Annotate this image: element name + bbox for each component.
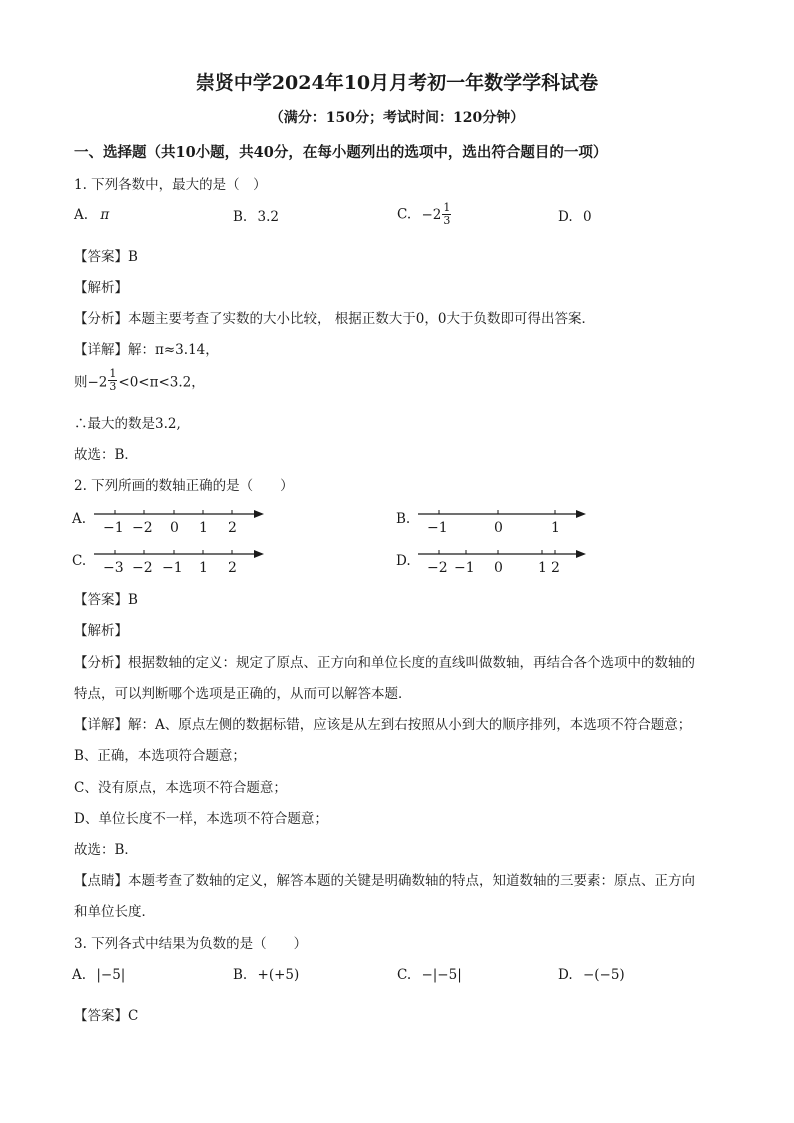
q2-option-b-numberline [414,503,594,537]
fraction-denominator: 3 [109,380,117,393]
q3-option-d [558,967,625,983]
tick-label: −2 [427,560,448,576]
inequality-prefix: 则−2 [74,374,108,391]
q2-jiexi: 【解析】 [74,623,128,639]
option-label: B. [233,209,248,225]
fraction-denominator: 3 [443,214,451,227]
option-value: +(+5) [257,967,300,983]
tick-label: 0 [494,560,503,576]
q3-option-b [233,967,299,983]
tick-label: −1 [454,560,475,576]
tick-label: 1 [199,520,208,536]
q2-detail: 【详解】解：A、原点左侧的数据标错，应该是从左到右按照从小到大的顺序排列，本选项不符合题意； [74,717,692,733]
q1-option-b [233,209,279,225]
q2-choice: 故选：B． [74,842,138,858]
option-value: −|−5| [421,967,462,983]
option-label: B. [233,967,248,983]
q2-option-d-note: D、单位长度不一样，本选项不符合题意； [74,811,328,827]
tick-label: −2 [132,520,153,536]
q1-conclusion: ∴最大的数是3.2, [74,416,181,432]
exam-title: 崇贤中学2024年10月月考初一年数学学科试卷 [195,72,599,94]
q3-option-a [72,967,125,983]
option-label: C. [397,967,412,983]
tick-label: −1 [103,520,124,536]
fraction-numerator: 1 [443,201,451,214]
q2-analysis-line2: 特点，可以判断哪个选项是正确的，从而可以解答本题． [74,686,412,702]
option-label: D. [558,967,573,983]
q2-option-c-label: C. [72,553,87,569]
option-value: 0 [582,209,592,225]
option-label: C. [397,206,412,223]
q2-option-a-numberline [88,503,268,537]
tick-label: 1 [538,560,547,576]
option-label: A. [74,207,89,223]
axis-arrow [576,510,586,518]
section-heading: 一、选择题（共10小题，共40分，在每小题列出的选项中，选出符合题目的一项） [74,144,608,161]
option-label: D. [558,209,573,225]
q1-option-a [74,207,109,223]
q1-choice: 故选：B． [74,447,138,463]
tick-label: 2 [551,560,560,576]
option-value: −(−5) [582,967,625,983]
q1-detail: 【详解】解：π≈3.14， [74,342,219,358]
tick-label: 0 [170,520,179,536]
inequality-suffix: <0<π<3.2， [118,374,205,391]
fraction [442,202,451,227]
option-label: A. [72,967,87,983]
tick-label: −1 [427,520,448,536]
q2-option-b-label: B. [396,511,411,527]
q2-option-c-note: C、没有原点，本选项不符合题意； [74,780,287,796]
q2-option-d-numberline [414,545,594,579]
q2-answer: 【答案】B [74,592,138,608]
q2-option-d-label: D. [396,553,411,569]
q3-option-c [397,967,462,983]
option-value: 3.2 [257,209,279,225]
q2-remark-line1: 【点睛】本题考查了数轴的定义，解答本题的关键是明确数轴的特点，知道数轴的三要素：原点、正方向 [74,873,695,889]
tick-label: 2 [228,520,237,536]
q2-option-b-note: B、正确，本选项符合题意； [74,748,246,764]
tick-label: −1 [162,560,183,576]
tick-label: 2 [228,560,237,576]
axis-arrow [254,510,264,518]
q1-analysis: 【分析】本题主要考查了实数的大小比较， 根据正数大于0，0大于负数即可得出答案． [74,311,595,327]
q1-answer: 【答案】B [74,249,138,265]
q1-inequality [74,368,205,393]
question-2-stem: 2. 下列所画的数轴正确的是（ ） [74,478,294,494]
tick-label: −3 [103,560,124,576]
option-value: π [100,207,110,223]
fraction [108,368,117,393]
q3-answer: 【答案】C [74,1008,139,1024]
question-3-stem: 3. 下列各式中结果为负数的是（ ） [74,936,308,952]
fraction-numerator: 1 [109,367,117,380]
q1-option-d [558,209,592,225]
question-1-stem: 1. 下列各数中，最大的是（ ） [74,177,267,193]
q2-option-a-label: A. [72,511,87,527]
q1-option-c [397,202,452,227]
tick-label: −2 [132,560,153,576]
tick-label: 1 [551,520,560,536]
tick-label: 1 [199,560,208,576]
q2-remark-line2: 和单位长度． [74,904,155,920]
axis-arrow [576,550,586,558]
option-value: |−5| [96,967,126,983]
q1-jiexi: 【解析】 [74,280,128,296]
exam-subtitle: （满分：150分；考试时间：120分钟） [269,110,525,126]
q2-analysis-line1: 【分析】根据数轴的定义：规定了原点、正方向和单位长度的直线叫做数轴，再结合各个选项中的数轴的 [74,655,695,671]
option-value: −2 [421,206,442,223]
q2-option-c-numberline [88,545,268,579]
tick-label: 0 [494,520,503,536]
axis-arrow [254,550,264,558]
